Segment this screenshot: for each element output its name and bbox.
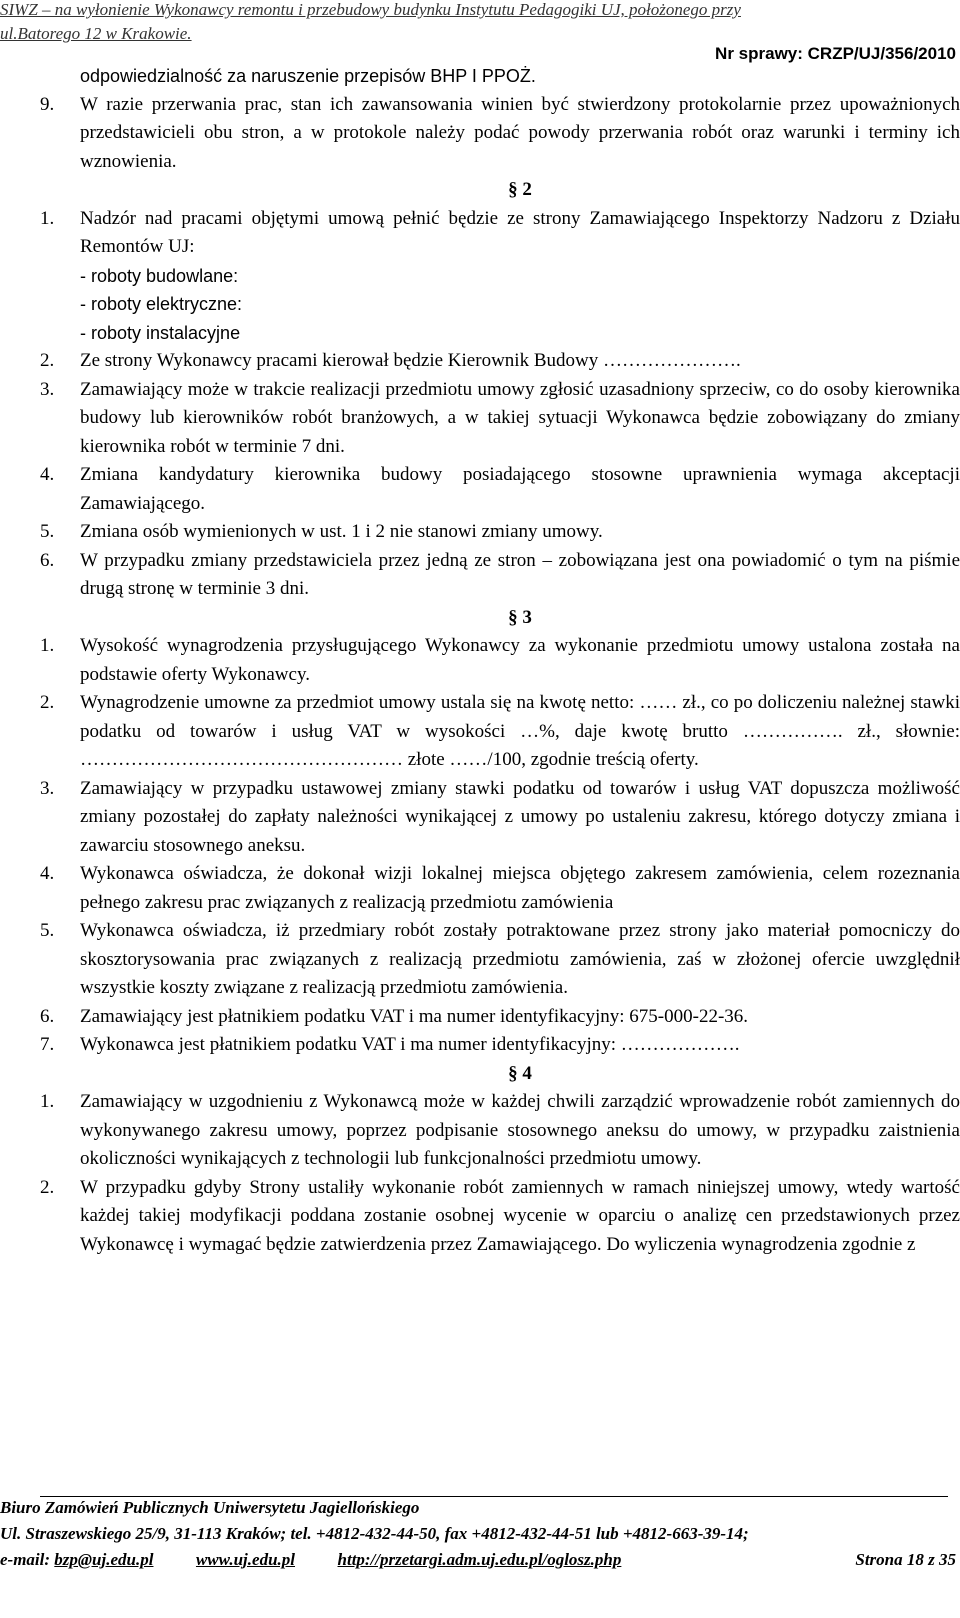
list-item <box>40 632 960 689</box>
item-text: Ze strony Wykonawcy pracami kierował będzie Kierownik Budowy …………………. <box>80 350 741 371</box>
email-link[interactable]: bzp@uj.edu.pl <box>54 1550 154 1569</box>
item-text: Zamawiający jest płatnikiem podatku VAT i ma numer identyfikacyjny: 675-000-22-36. <box>80 1005 749 1027</box>
section-heading <box>40 1060 960 1089</box>
list-item <box>40 518 960 547</box>
list-item <box>40 1174 960 1260</box>
item-number: 6. <box>40 1005 55 1027</box>
list-item <box>40 1003 960 1032</box>
item-text: Wykonawca oświadcza, iż przedmiary robót zostały potraktowane przez strony jako materiał pomocniczy do skosztorysowania prac związanych z realizacją przedmiotu zamówienia, zaś w złożonej ofercie uwzględnił wszystkie koszty związane z realizacją przedmiotu zamówienia. <box>80 920 960 998</box>
item-text: W razie przerwania prac, stan ich zawansowania winien być stwierdzony protokolarnie przez upoważnionych przedstawicieli obu stron, a w protokole należy podać powody przerwania robót oraz warunki i terminy ich wznowienia. <box>80 93 960 172</box>
page-number: Strona 18 z 35 <box>855 1550 956 1569</box>
item-number: 5. <box>40 920 55 941</box>
section-4-title: § 4 <box>508 1062 532 1084</box>
footer-contact <box>0 1550 621 1570</box>
item-number: 5. <box>40 521 55 542</box>
item-number: 9. <box>40 93 55 115</box>
item-number: 4. <box>40 863 55 884</box>
item-text: Wykonawca jest płatnikiem podatku VAT i ma numer identyfikacyjny: ………………. <box>80 1034 740 1055</box>
document-body <box>40 62 960 1259</box>
footer-office: Biuro Zamówień Publicznych Uniwersytetu Jagiellońskiego <box>0 1498 420 1517</box>
list-item <box>40 775 960 861</box>
case-number: Nr sprawy: CRZP/UJ/356/2010 <box>715 44 956 63</box>
item-text: Zamawiający w przypadku ustawowej zmiany stawki podatku od towarów i usług VAT dopuszcza możliwość zmiany pozostałej do zapłaty należności wynikającej z umowy po ustaleniu zakresu, którego dotyczy zmiana i zawarciu stosownego aneksu. <box>80 777 960 856</box>
item-number: 3. <box>40 378 55 400</box>
section-heading <box>40 604 960 633</box>
section-2-title: § 2 <box>508 179 532 200</box>
list-item <box>40 689 960 775</box>
continuation-text <box>40 62 960 91</box>
item-text: Zamawiający w uzgodnieniu z Wykonawcą może w każdej chwili zarządzić wprowadzenie robót zamiennych do wykonywanego zakresu umowy, poprzez podpisanie stosownego aneksu do umowy, w przypadku zaistnienia okoliczności wynikających z technologii lub funkcjonalności przedmiotu umowy. <box>80 1091 960 1169</box>
item-number: 1. <box>40 207 55 229</box>
section-3-title: § 3 <box>508 606 532 628</box>
list-item <box>40 917 960 1003</box>
item-text: Wysokość wynagrodzenia przysługującego Wykonawcy za wykonanie przedmiotu umowy ustalona została na podstawie oferty Wykonawcy. <box>80 635 960 685</box>
section-heading <box>40 176 960 205</box>
item-number: 6. <box>40 549 55 571</box>
sub-item-text: - roboty instalacyjne <box>80 322 241 343</box>
item-text: W przypadku zmiany przedstawiciela przez jedną ze stron – zobowiązana jest ona powiadomić o tym na piśmie drugą stronę w terminie 3 dni. <box>80 549 960 599</box>
email-label: e-mail: <box>0 1550 51 1569</box>
list-item <box>40 1031 960 1060</box>
footer-divider <box>40 1496 948 1497</box>
item-number: 2. <box>40 1176 55 1198</box>
list-item <box>40 461 960 518</box>
item-number: 7. <box>40 1034 55 1055</box>
item-text: Wykonawca oświadcza, że dokonał wizji lokalnej miejsca objętego zakresem zamówienia, celem rozeznania pełnego zakresu prac związanych z realizacją przedmiotu zamówienia <box>80 863 960 913</box>
list-item <box>40 205 960 262</box>
item-number: 3. <box>40 777 55 799</box>
item-text: Zmiana kandydatury kierownika budowy posiadającego stosowne uprawnienia wymaga akceptacji Zamawiającego. <box>80 464 960 514</box>
sub-item <box>40 262 960 291</box>
item-number: 2. <box>40 350 55 371</box>
item-number: 1. <box>40 1091 55 1112</box>
sub-item <box>40 319 960 348</box>
footer-address: Ul. Straszewskiego 25/9, 31-113 Kraków; tel. +4812-432-44-50, fax +4812-432-44-51 lub +4812-663-39-14; <box>0 1524 749 1543</box>
item-text: Zamawiający może w trakcie realizacji przedmiotu umowy zgłosić uzasadniony sprzeciw, co do osoby kierownika budowy lub kierowników robót branżowych, a w takiej sytuacji Wykonawca będzie zobowiązany do zmiany kierownika robót w terminie 7 dni. <box>80 378 960 457</box>
item-number: 4. <box>40 464 55 485</box>
header-title-line1: SIWZ – na wyłonienie Wykonawcy remontu i przebudowy budynku Instytutu Pedagogiki UJ, położonego przy <box>0 0 741 19</box>
item-number: 1. <box>40 635 55 656</box>
list-item <box>40 547 960 604</box>
item-text: Zmiana osób wymienionych w ust. 1 i 2 nie stanowi zmiany umowy. <box>80 521 603 542</box>
item-text: W przypadku gdyby Strony ustaliły wykonanie robót zamiennych w ramach niniejszej umowy, wtedy wartość każdej takiej modyfikacji poddana zostanie osobnej wycenie w oparciu o analizę cen przedstawionych przez Wykonawcę i wymagać będzie zatwierdzenia przez Zamawiającego. Do wyliczenia wynagrodzenia zgodnie z <box>80 1176 960 1255</box>
list-item <box>40 1088 960 1174</box>
item-number: 2. <box>40 692 55 713</box>
website-link[interactable]: www.uj.edu.pl <box>195 1550 296 1569</box>
item-text: Nadzór nad pracami objętymi umową pełnić będzie ze strony Zamawiającego Inspektorzy Nadzoru z Działu Remontów UJ: <box>80 207 960 257</box>
list-item <box>40 91 960 177</box>
list-item <box>40 860 960 917</box>
continuation-line: odpowiedzialność za naruszenie przepisów BHP I PPOŻ. <box>80 66 536 86</box>
tenders-link[interactable]: http://przetargi.adm.uj.edu.pl/oglosz.php <box>337 1550 622 1569</box>
header-title-line2: ul.Batorego 12 w Krakowie. <box>0 24 192 43</box>
list-item <box>40 347 960 376</box>
sub-item-text: - roboty elektryczne: <box>80 294 243 314</box>
sub-item-text: - roboty budowlane: <box>80 265 239 286</box>
list-item <box>40 376 960 462</box>
sub-item <box>40 290 960 319</box>
item-text: Wynagrodzenie umowne za przedmiot umowy ustala się na kwotę netto: …… zł., co po doliczeniu należnej stawki podatku od towarów i usług VAT w wysokości …%, daje kwotę brutto ……………. zł., słownie: …………………………………………… złote ……/100, zgodnie treścią oferty. <box>80 692 960 770</box>
